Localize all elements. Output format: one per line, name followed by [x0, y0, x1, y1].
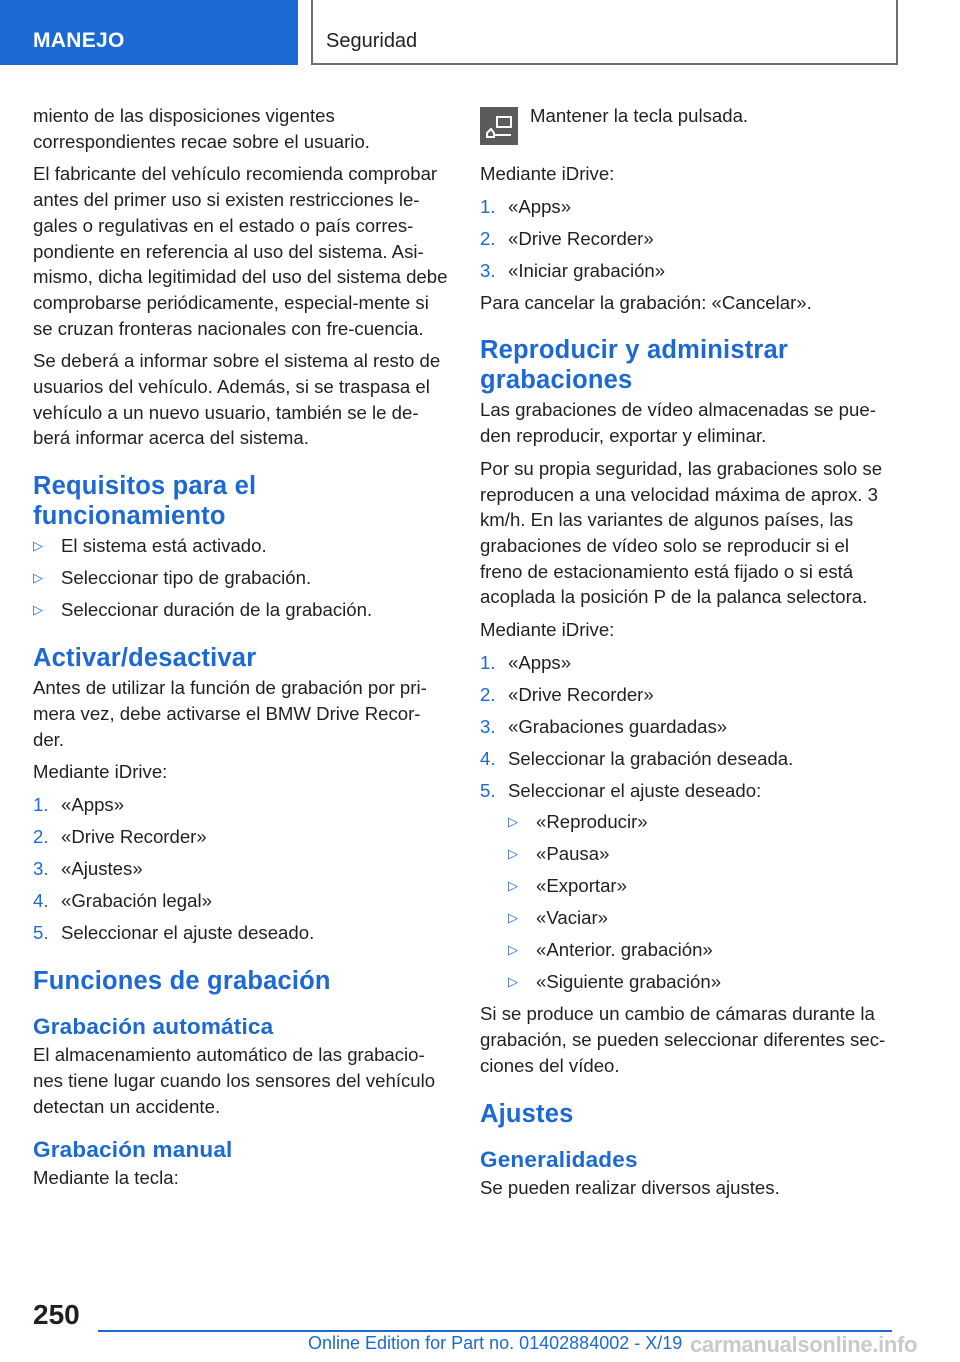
intro-paragraph-1: miento de las disposiciones vigentes correspondientes recae sobre el usuario. — [33, 105, 370, 152]
triangle-bullet-icon: ▷ — [33, 570, 43, 586]
list-item: 3. «Ajustes» — [33, 858, 143, 880]
list-item: 1. «Apps» — [33, 794, 125, 816]
list-item: 2. «Drive Recorder» — [33, 826, 207, 848]
left-column — [33, 103, 449, 1198]
heading-settings: Ajustes — [480, 1099, 574, 1128]
right-column — [480, 103, 896, 1208]
list-item: 4. Seleccionar la grabación deseada. — [480, 747, 794, 769]
triangle-bullet-icon: ▷ — [508, 846, 518, 862]
page-number: 250 — [33, 1299, 80, 1330]
list-item: 5. Seleccionar el ajuste deseado. — [33, 922, 315, 944]
intro-paragraph-2: El fabricante del vehículo recomienda comprobar antes del primer uso si existen restricciones le-gales o regulativas en el estado o país corres-pondiente en referencia al uso del sistema. Asi-mismo, dicha legitimidad del uso del sistema debe comprobarse periódicamente, especial-mente si se cruzan fronteras nacionales con fre-cuencia. — [33, 163, 448, 339]
list-item: 3. «Grabaciones guardadas» — [480, 715, 728, 737]
triangle-bullet-icon: ▷ — [33, 602, 43, 618]
header-chapter-box — [311, 0, 898, 65]
cancel-paragraph: Para cancelar la grabación: «Cancelar». — [480, 291, 812, 313]
list-item: 2. «Drive Recorder» — [480, 683, 654, 705]
triangle-bullet-icon: ▷ — [508, 974, 518, 990]
auto-record-paragraph: El almacenamiento automático de las grabacio-nes tiene lugar cuando los sensores del vehículo detectan un accidente. — [33, 1044, 436, 1117]
list-item: ▷ El sistema está activado. — [33, 533, 449, 559]
activate-paragraph: Antes de utilizar la función de grabación por pri-mera vez, debe activarse el BMW Drive Recor-der. — [33, 677, 427, 750]
list-item: ▷ «Anterior. grabación» — [508, 937, 896, 963]
triangle-bullet-icon: ▷ — [508, 910, 518, 926]
list-item: 1. «Apps» — [480, 195, 572, 217]
list-item: ▷ «Siguiente grabación» — [508, 969, 896, 995]
record-button-icon — [480, 107, 518, 145]
activate-idrive: Mediante iDrive: — [33, 761, 168, 783]
list-item: 1. «Apps» — [480, 651, 572, 673]
header-section-label: MANEJO — [33, 29, 125, 52]
heading-requirements: Requisitos para el funcionamiento — [33, 472, 257, 530]
idrive-label-2: Mediante iDrive: — [480, 619, 615, 641]
triangle-bullet-icon: ▷ — [508, 814, 518, 830]
list-item: ▷ Seleccionar tipo de grabación. — [33, 565, 449, 591]
intro-paragraph-3: Se deberá a informar sobre el sistema al resto de usuarios del vehículo. Además, si se traspasa el vehículo a un nuevo usuario, también se le de-berá informar acerca del sistema. — [33, 350, 441, 449]
list-item: ▷ Seleccionar duración de la grabación. — [33, 597, 449, 623]
camera-change-paragraph: Si se produce un cambio de cámaras durante la grabación, se pueden seleccionar diferentes sec-ciones del vídeo. — [480, 1003, 886, 1076]
heading-record-functions: Funciones de grabación — [33, 966, 331, 995]
heading-playback: Reproducir y administrar grabaciones — [480, 336, 789, 394]
header-chapter-label: Seguridad — [326, 30, 418, 52]
triangle-bullet-icon: ▷ — [508, 878, 518, 894]
triangle-bullet-icon: ▷ — [508, 942, 518, 958]
heading-manual-record: Grabación manual — [33, 1137, 233, 1163]
list-item: ▷ «Reproducir» — [508, 809, 896, 835]
list-item: ▷ «Pausa» — [508, 841, 896, 867]
triangle-bullet-icon: ▷ — [33, 538, 43, 554]
requirements-list — [33, 533, 449, 623]
heading-activate: Activar/desactivar — [33, 643, 257, 672]
list-item: 5. Seleccionar el ajuste deseado: ▷ «Reproducir» ▷ «Pausa» ▷ «Exportar» ▷ «Vaciar» ▷ «Anterior. grabación» ▷ «Siguiente grabación» — [480, 778, 896, 995]
playback-paragraph-2: Por su propia seguridad, las grabaciones solo se reproducen a una velocidad máxima de aprox. 3 km/h. En las variantes de algunos países, las grabaciones de vídeo solo se reproducir si el freno de estacionamiento está fijado o si está acoplada la posición P de la palanca selectora. — [480, 457, 883, 608]
list-item: 4. «Grabación legal» — [33, 890, 212, 912]
general-paragraph: Se pueden realizar diversos ajustes. — [480, 1177, 780, 1199]
heading-general: Generalidades — [480, 1147, 638, 1173]
activate-steps — [33, 792, 449, 946]
playback-steps — [480, 650, 896, 995]
list-item: ▷ «Exportar» — [508, 873, 896, 899]
idrive-label-1: Mediante iDrive: — [480, 163, 615, 184]
heading-auto-record: Grabación automática — [33, 1014, 274, 1040]
list-item: ▷ «Vaciar» — [508, 905, 896, 931]
list-item: 2. «Drive Recorder» — [480, 227, 654, 249]
start-record-steps — [480, 194, 896, 284]
footer-watermark: carmanualsonline.info — [690, 1332, 918, 1357]
key-hold-text: Mantener la tecla pulsada. — [530, 105, 749, 126]
manual-record-paragraph: Mediante la tecla: — [33, 1167, 179, 1189]
list-item: 3. «Iniciar grabación» — [480, 259, 666, 281]
playback-options — [480, 809, 896, 995]
key-row — [480, 103, 896, 157]
footer-edition: Online Edition for Part no. 01402884002 - X/19 — [308, 1333, 683, 1353]
header-section-tab — [0, 0, 298, 65]
playback-paragraph-1: Las grabaciones de vídeo almacenadas se pue-den reproducir, exportar y eliminar. — [480, 399, 876, 447]
